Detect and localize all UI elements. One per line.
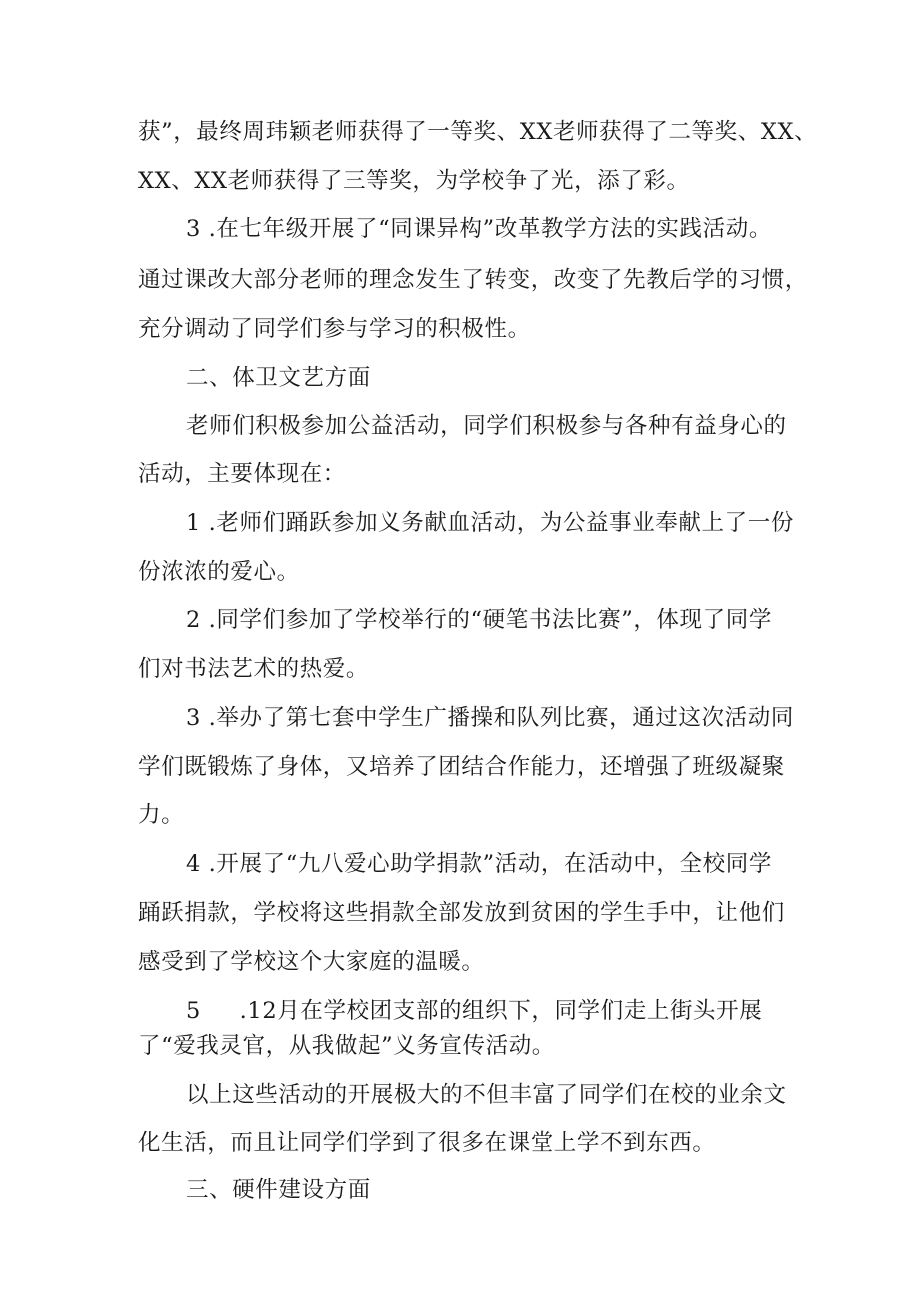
paragraph-line: 通过课改大部分老师的理念发生了转变，改变了先教后学的习惯， <box>138 267 808 293</box>
paragraph-line: 充分调动了同学们参与学习的积极性。 <box>138 316 531 342</box>
paragraph-line: 感受到了学校这个大家庭的温暖。 <box>138 949 485 975</box>
list-item-line: 3 .举办了第七套中学生广播操和队列比赛，通过这次活动同 <box>186 705 794 731</box>
list-item-line: 5 .12月在学校团支部的组织下，同学们走上街头开展 <box>186 998 763 1024</box>
paragraph-line: 活动，主要体现在： <box>138 461 346 487</box>
paragraph-line: XX、XX老师获得了三等奖，为学校争了光，添了彩。 <box>138 168 690 194</box>
paragraph-line: 获”，最终周玮颖老师获得了一等奖、XX老师获得了二等奖、XX、 <box>138 119 818 145</box>
section-heading: 二、体卫文艺方面 <box>186 365 371 391</box>
section-heading: 三、硬件建设方面 <box>186 1177 371 1203</box>
list-item-line: 3 .在七年级开展了“同课异构”改革教学方法的实践活动。 <box>186 216 772 242</box>
paragraph-line: 以上这些活动的开展极大的不但丰富了同学们在校的业余文 <box>186 1082 787 1108</box>
paragraph-line: 们对书法艺术的热爱。 <box>138 656 370 682</box>
list-item-line: 2 .同学们参加了学校举行的“硬笔书法比赛”，体现了同学 <box>186 607 772 633</box>
list-item-line: 1 .老师们踊跃参加义务献血活动，为公益事业奉献上了一份 <box>186 510 794 536</box>
paragraph-line: 力。 <box>138 802 185 828</box>
paragraph-line: 了“爱我灵官，从我做起”义务宣传活动。 <box>138 1033 555 1059</box>
paragraph-line: 份浓浓的爱心。 <box>138 559 300 585</box>
paragraph-line: 踊跃捐款，学校将这些捐款全部发放到贫困的学生手中，让他们 <box>138 900 785 926</box>
paragraph-line: 老师们积极参加公益活动，同学们积极参与各种有益身心的 <box>186 413 787 439</box>
paragraph-line: 学们既锻炼了身体，又培养了团结合作能力，还增强了班级凝聚 <box>138 754 785 780</box>
list-item-line: 4 .开展了“九八爱心助学捐款”活动，在活动中，全校同学 <box>186 851 772 877</box>
paragraph-line: 化生活，而且让同学们学到了很多在课堂上学不到东西。 <box>138 1130 716 1156</box>
